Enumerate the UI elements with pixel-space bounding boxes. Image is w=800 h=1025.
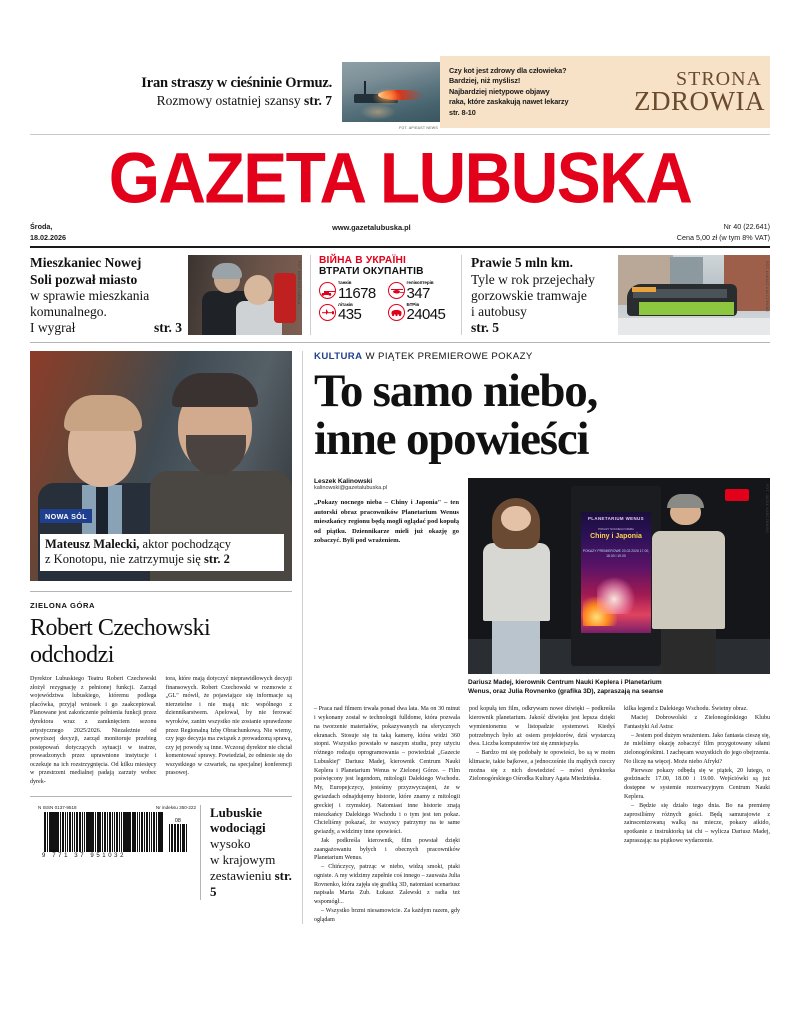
planetarium-photo-caption — [468, 679, 770, 696]
war-stat-value: 11678 — [338, 284, 376, 302]
article-lead: „Pokazy nocnego nieba – Chiny i Japonia" – ten autorski obraz pracowników Planetarium Wenus mieszkańcy regionu będą mogli oglądać pod kopułą od piątku. Dziennikarze mieli już okazję go zobaczyć. Byli pod wrażeniem. — [314, 499, 459, 545]
war-stat-text — [338, 281, 376, 300]
caption-line1: Dariusz Madej, kierownik Centrum Nauki Keplera i Planetarium — [468, 679, 662, 687]
health-line2: Bardziej, niż myślisz! — [449, 76, 521, 86]
article-col1-p3: – Chińczycy, patrząc w niebo, widzą smoki, ptaki ogniste. A my widzimy zupełnie coś innego – zauważa Julia Rovnenko, która zajęła się grafiką 3D, natomiast scenariusz napisała Marta Zub. Łukasz Zalewski z radia też wspomógł... — [314, 864, 460, 906]
article-col3-p1: kilka legend z Dalekiego Wschodu. Świetny obraz. — [624, 706, 748, 713]
article-col1-p2: Jak podkreśla kierownik, film powstał dzięki zaangażowaniu byłych i obecnych pracowników Planetarium Wenus. — [314, 837, 460, 862]
war-stat-item — [319, 281, 385, 300]
caption-name: Mateusz Malecki, — [45, 536, 140, 551]
body-column-2 — [166, 675, 293, 787]
price: Cena 5,00 zł (w tym 8% VAT) — [676, 232, 770, 242]
iran-teaser-line2-text: Rozmowy ostatniej szansy — [156, 92, 301, 108]
promo-nowa-sol-photo — [188, 255, 302, 335]
kicker-kultura-label: KULTURA — [314, 351, 363, 363]
headline-czechowski: Robert Czechowski odchodzi — [30, 615, 211, 668]
promo-tram-page: str. 5 — [471, 320, 500, 336]
photo-credit: FOT. MARIUSZ KAPALA — [297, 261, 301, 305]
article-col3-p2: Maciej Dobrowolski z Zielonogórskiego Klubu Fantastyki Ad Astra: — [624, 715, 770, 730]
health-logo-line2: ZDROWIA — [634, 85, 765, 116]
divider-left-1 — [30, 591, 292, 592]
caption-line2: Wenus, oraz Julia Rovnenko (grafika 3D), zapraszają na seanse — [468, 687, 664, 695]
war-stat-item — [388, 303, 454, 322]
barcode-addon — [169, 824, 188, 852]
barcode-area — [30, 805, 200, 900]
top-teaser-strip — [0, 56, 800, 128]
war-stat-label: гелікоптерів — [406, 280, 434, 286]
byline-lead-column — [314, 478, 459, 696]
caption-line2: z Konotopu, nie zatrzymuje się — [45, 552, 201, 567]
divider-promo-bottom — [30, 342, 770, 343]
health-line4: raka, które zaskakują nawet lekarzy — [449, 97, 569, 107]
war-casualties-box — [311, 255, 461, 335]
screen-subtitle: POKAZY NOCNEGO NIEBA — [598, 527, 634, 532]
iran-teaser-text — [141, 75, 332, 108]
divider-masthead — [30, 246, 770, 248]
barcodes — [30, 812, 200, 852]
screen-title: PLANETARIUM WENUS — [587, 516, 644, 522]
tram-destination-sign — [632, 287, 656, 292]
wodociagi-rest: wysoko — [210, 836, 251, 852]
promo-nsol-line5: I wygrał — [30, 320, 76, 336]
tram-green-stripe — [639, 302, 733, 315]
war-stat-label: танків — [338, 280, 352, 286]
author-name: Leszek Kalinowski — [314, 478, 373, 486]
promo-nsol-page: str. 3 — [153, 320, 182, 336]
war-stat-text — [407, 303, 446, 322]
screen-main-title: Chiny i Japonia — [590, 533, 642, 541]
man-left-hair — [64, 395, 142, 431]
war-stat-label: БТРів — [406, 301, 420, 307]
promo-tram-line4: i autobusy — [471, 303, 527, 319]
woman-head — [501, 506, 531, 531]
top-teaser-left — [30, 56, 342, 128]
czechowski-text-col2: tora, które mają dotyczyć nieprawidłowych decyzji finansowych. Robert Czechowski w rozmowie z „GL" mówił, że pojawiające się informacje są nierzetelne i nie mają nic wspólnego z dziennikarstwem. Apelował, by nie ferować wyroków, zanim wszystko nie zostanie sprawdzone przez Regionalną Izbę Obrachunkową. Nie wiemy, czy jego decyzja ma związek z prowadzoną sprawą, czy jej powody są inne. Wczoraj dyrektor nie chciał komentować sprawy. Powiedział, że odniesie się do wszystkiego w czwartek, na specjalnej konferencji prasowej. — [165, 676, 292, 777]
iran-teaser-line1: Iran straszy w cieśninie Ormuz. — [141, 75, 332, 92]
promo-tram-line3: gorzowskie tramwaje — [471, 287, 587, 303]
war-stat-item — [388, 281, 454, 300]
wodociagi-line2: wodociągi — [210, 820, 266, 836]
health-line3: Najbardziej nietypowe objawy — [449, 86, 550, 96]
barcode-digits: 9 771 37 951032 — [42, 852, 127, 859]
main-content — [30, 351, 770, 924]
photo-credit: FOT. AP/EAST NEWS — [399, 126, 438, 130]
publication-date — [30, 222, 66, 244]
right-column — [302, 351, 770, 924]
barcode-addon-number: 08 — [174, 817, 181, 824]
kiosk-screen — [581, 512, 650, 634]
article-col1-p4: – Wszystko brzmi niesamowicie. Za każdym razem, gdy oglądam — [314, 907, 460, 923]
barcode-labels — [30, 805, 200, 812]
water-reflection — [360, 104, 396, 120]
photo-credit: FOT. JACEK KARCZEWSKI — [765, 484, 769, 534]
kicker-kultura — [314, 351, 770, 362]
helicopter-icon — [388, 282, 405, 299]
war-stats-grid — [319, 281, 453, 322]
health-section-logo — [634, 68, 765, 116]
badge-nowa-sol: NOWA SÓL — [40, 509, 92, 523]
promo-tram-line1: Prawie 5 mln km. — [471, 255, 573, 271]
war-box-subtitle: ВТРАТИ ОКУПАНТІВ — [319, 266, 424, 278]
main-photo-column — [468, 478, 770, 696]
barcode-addon-wrap — [169, 818, 188, 852]
iran-teaser-photo — [342, 62, 440, 122]
snowy-street — [618, 318, 770, 336]
red-garment — [274, 273, 296, 323]
author-email[interactable]: kalinowski@gazetalubuska.pl — [314, 485, 388, 492]
war-stat-text — [338, 303, 361, 322]
iran-teaser-photo-wrap — [342, 62, 440, 130]
czechowski-text-col1: Dyrektor Lubuskiego Teatru Robert Czechowski złożył rezygnację z pełnionej funkcji. Zarząd województwa lubuskiego, któremu podlega placówka, przyjął wniosek i go zaakceptował. Planowane jest zakończenie pełnienia funkcji przez dyrektora wraz z zamknięciem sezonu artystycznego 2025/2026. Niezależnie od powyższej decyzji, zarząd monitoruje przebieg postępowań dotyczących sytuacji w teatrze, prowadzonych przez uprawnione instytucje i oczekuje na ich rozstrzygnięcia. Od kilku miesięcy w przestrzeni medialnej padają zarzuty wobec dyrek- — [30, 676, 157, 786]
health-logo-line1: STRONA — [675, 68, 762, 91]
promo-nsol-line3: w sprawie mieszkania — [30, 287, 150, 303]
barcode-main — [44, 812, 163, 852]
promo-nowa-sol-text — [30, 255, 182, 335]
article-col2-p1: pod kopułą ten film, odkrywam nowe dźwięki – podkreśla kierownik planetarium. Jakość dźwięku jest lepsza dzięki wymienionemu w listopadzie systemowi. Kiedyś potrzebnych było aż osiem projektorów, dziś wystarczą dwa. Liczba komputerów też się zmniejszyła. — [469, 706, 615, 748]
issue-number: Nr 40 (22.641) — [723, 221, 770, 231]
man-hair — [667, 494, 703, 508]
promo-tramwaje-photo — [618, 255, 770, 335]
body-column-1 — [30, 675, 157, 787]
main-article-body — [314, 705, 770, 924]
wodociagi-page: str. 5 — [210, 868, 292, 899]
kicker-zielona-gora: ZIELONA GÓRA — [30, 601, 96, 611]
left-footer — [30, 796, 292, 900]
main-headline — [314, 365, 770, 466]
iran-teaser-line2 — [141, 93, 332, 109]
planetarium-photo — [468, 478, 770, 674]
promo-tram-line2: Tyle w rok przejechały — [471, 271, 595, 287]
article-col1-p1: – Praca nad filmem trwała ponad dwa lata. Ma on 30 minut i wykonany został w technologii fulldome, która pozwala na tworzenie materiałów, pokazywanych na sferycznych ekranach. Stosuje się tu taką kamerę, która widzi 360 stopni. Wszystko powstało w naszym studiu, przy użyciu różnego rodzaju oprogramowania – powiedział „Gazecie Lubuskiej" Dariusz Madej, kierownik Centrum Nauki Keplera i Planetarium Wenus w Zielonej Górze. – Film poświęcony jest legendom, mitologii Dalekiego Wschodu. My, Europejczycy, jesteśmy przyzwyczajeni, że w gwiazdach odnajdujemy historie, które znamy z mitologii greckiej i rzymskiej. Natomiast inne historie znają mieszkańcy Dalekiego Wschodu i o tym jest ten pokaz. Chcieliśmy pokazać, że wszyscy patrzymy na te same gwiazdy, a widzimy inne opowieści. — [314, 706, 460, 836]
lead-photo-caption — [40, 534, 284, 572]
wodociagi-line3: w krajowym — [210, 852, 276, 868]
iran-teaser-page: str. 7 — [303, 92, 332, 108]
article-col3-p3: – Jestem pod dużym wrażeniem. Jako fantasta cieszę się, że mieliśmy okazję zobaczyć film przygotowany siłami zielonogórskimi. I zachęcam wszystkich do jego obejrzenia. No iliczę na więcej. Może niebo Afryki? — [624, 732, 770, 765]
kiosk-logo-icon — [725, 489, 749, 501]
wodociagi-line4: zestawieniu — [210, 868, 272, 884]
promo-tramwaje[interactable] — [462, 255, 770, 335]
article-col3-p5: – Będzie się działo tego dnia. Bo na premierę zaprosiliśmy różnych gości. Będą samurajowie z zainscenizowaną walką na miecze, pokazy aikido, spotkanie z instruktorką tai chi – wylicza Dariusz Madej, zapraszając na piątkowe wydarzenie. — [624, 802, 770, 844]
war-box-title: ВІЙНА В УКРАЇНІ — [319, 255, 407, 267]
promo-nsol-line2: Soli pozwał miasto — [30, 271, 138, 287]
date: 18.02.2026 — [30, 232, 66, 242]
promo-wodociagi[interactable] — [200, 805, 292, 900]
health-line5: str. 8-10 — [449, 107, 476, 117]
war-stat-value: 347 — [406, 284, 430, 302]
boat-mast — [364, 81, 366, 95]
woman-legs — [492, 619, 540, 674]
war-stat-text — [407, 281, 434, 300]
main-headline-line2: inne opowieści — [314, 413, 589, 466]
photo-credit: FOT. ŁUKASZ KULCZYŃSKI — [765, 261, 769, 313]
promo-tramwaje-text — [471, 255, 611, 335]
main-article-top — [314, 478, 770, 696]
caption-page: str. 2 — [203, 552, 230, 567]
dragon-graphic — [597, 577, 636, 613]
article-col3-p4: Pierwsze pokazy odbędą się w piątek, 20 lutego, o godzinach: 17.00, 18.00 i 19.00. Wejściówki są już dostępne w systemie rezerwacyjnym Centrum Nauki Keplera. — [624, 767, 770, 800]
war-stat-value: 24045 — [406, 306, 446, 324]
masthead — [0, 135, 800, 219]
war-stat-item — [319, 303, 385, 322]
war-stat-value: 435 — [338, 306, 362, 324]
kicker-kultura-rest: W PIĄTEK PREMIEROWE POKAZY — [362, 351, 533, 363]
man-right-hair — [172, 373, 258, 407]
article-column-2 — [469, 705, 615, 924]
promo-row — [30, 255, 770, 335]
issn-label: N ISSN 0137-9518 — [38, 804, 77, 810]
war-stat-label: літаків — [338, 301, 353, 307]
wodociagi-line1: Lubuskie — [210, 804, 263, 820]
airplane-icon — [319, 304, 336, 321]
article-column-3 — [624, 705, 770, 924]
screen-info: POKAZY PREMIEROWE 20.02.2026 17.00, 18.00 i 19.00 — [582, 549, 650, 559]
woman-body — [483, 543, 549, 621]
man-left-tie — [96, 487, 108, 537]
article-col2-p2: – Bardzo mi się podobały te opowieści, bo są w moim klimacie, takie bajkowe, a jednocześnie ilu mądrych rzeczy można się z nich dowiedzieć – mówi dyrektorka Zielonogórskiego Ośrodka Kultury Agata Miedzińska. — [469, 750, 615, 783]
health-page-promo[interactable] — [440, 56, 770, 128]
website-url[interactable]: www.gazetalubuska.pl — [332, 222, 411, 232]
malecki-lead-photo — [30, 351, 292, 581]
newspaper-front-page — [0, 56, 800, 1025]
promo-nowa-sol[interactable] — [30, 255, 310, 335]
newspaper-title: GAZETA LUBUSKA — [108, 137, 692, 219]
czechowski-body — [30, 675, 292, 787]
promo-nsol-line1: Mieszkaniec Nowej — [30, 255, 142, 271]
man-legs — [661, 627, 715, 674]
caption-rest: aktor pochodzący — [139, 536, 232, 551]
health-line1: Czy kot jest zdrowy dla człowieka? — [449, 65, 567, 75]
man-body — [652, 531, 724, 629]
article-column-1 — [314, 705, 460, 924]
health-promo-text — [449, 66, 630, 119]
tank-icon — [319, 282, 336, 299]
issue-info — [677, 222, 770, 244]
woman-hair — [212, 263, 242, 279]
promo-nsol-line4: komunalnego. — [30, 303, 107, 319]
promo-wodociagi-text — [210, 805, 292, 900]
left-column — [30, 351, 302, 924]
masthead-info-bar — [30, 222, 770, 244]
index-label: Nr indeksu 350-222 — [155, 804, 196, 810]
apc-icon — [388, 304, 405, 321]
weekday: Środa, — [30, 221, 53, 231]
main-headline-line1: To samo niebo, — [314, 365, 598, 418]
